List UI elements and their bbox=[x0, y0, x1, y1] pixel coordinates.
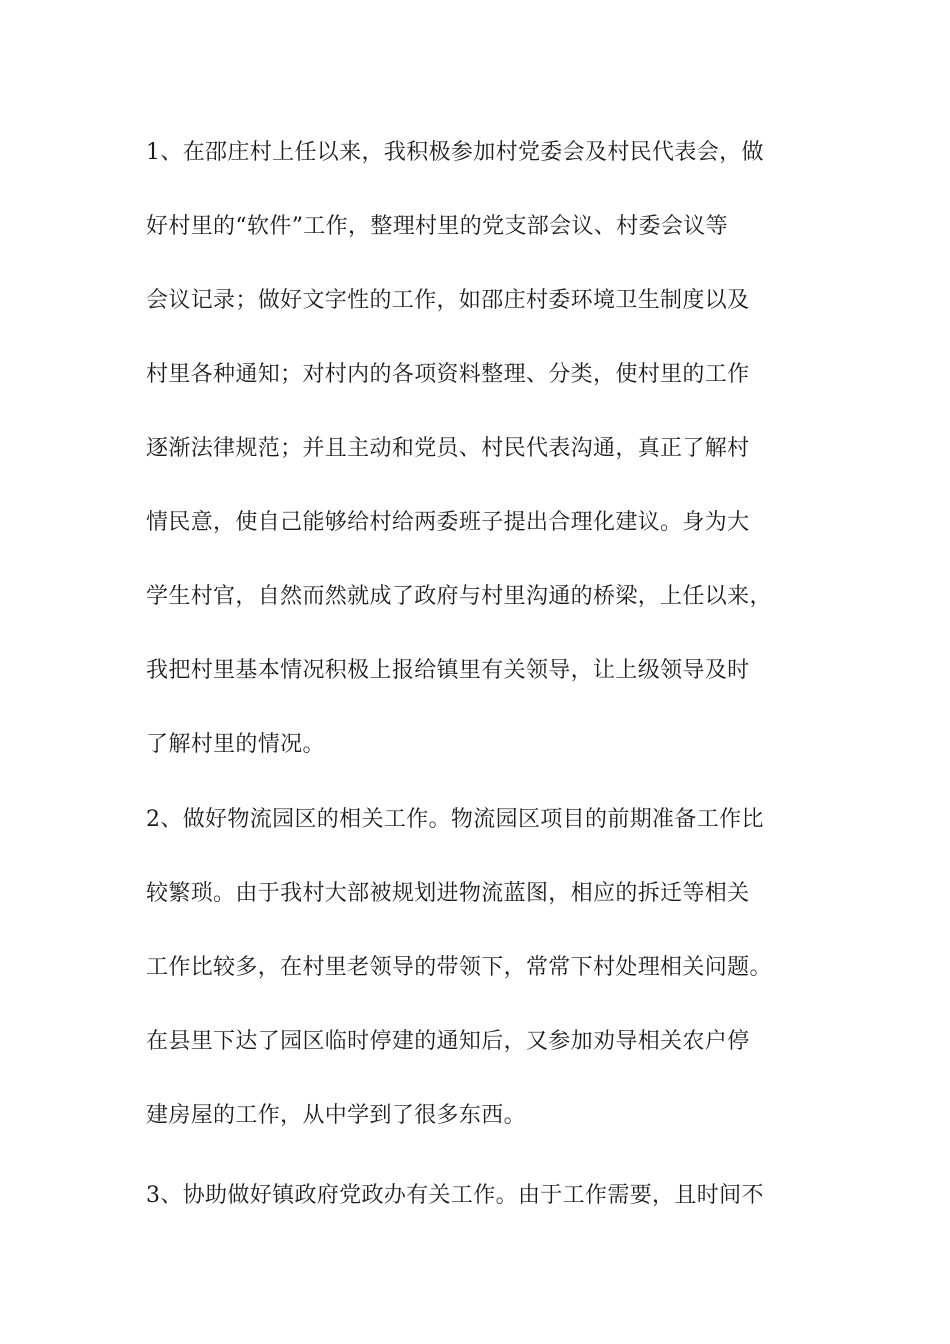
text-line: 村里各种通知；对村内的各项资料整理、分类，使村里的工作 bbox=[146, 362, 750, 387]
text-line: 建房屋的工作，从中学到了很多东西。 bbox=[146, 1103, 526, 1128]
text-line: 在县里下达了园区临时停建的通知后，又参加劝导相关农户停 bbox=[146, 1029, 750, 1054]
text-line: 了解村里的情况。 bbox=[146, 732, 325, 757]
text-line: 3、协助做好镇政府党政办有关工作。由于工作需要，且时间不 bbox=[146, 1183, 764, 1208]
text-line: 工作比较多，在村里老领导的带领下，常常下村处理相关问题。 bbox=[146, 955, 772, 980]
text-line: 会议记录；做好文字性的工作，如邵庄村委环境卫生制度以及 bbox=[146, 288, 750, 313]
text-line: 好村里的“软件”工作，整理村里的党支部会议、村委会议等 bbox=[146, 214, 728, 239]
text-line: 学生村官，自然而然就成了政府与村里沟通的桥梁，上任以来， bbox=[146, 584, 772, 609]
text-line: 情民意，使自己能够给村给两委班子提出合理化建议。身为大 bbox=[146, 510, 750, 535]
text-line: 我把村里基本情况积极上报给镇里有关领导，让上级领导及时 bbox=[146, 658, 750, 683]
text-line: 较繁琐。由于我村大部被规划进物流蓝图，相应的拆迁等相关 bbox=[146, 881, 750, 906]
text-line: 逐渐法律规范；并且主动和党员、村民代表沟通，真正了解村 bbox=[146, 436, 750, 461]
text-line: 2、做好物流园区的相关工作。物流园区项目的前期准备工作比 bbox=[146, 807, 764, 832]
text-line: 1、在邵庄村上任以来，我积极参加村党委会及村民代表会，做 bbox=[146, 140, 764, 165]
